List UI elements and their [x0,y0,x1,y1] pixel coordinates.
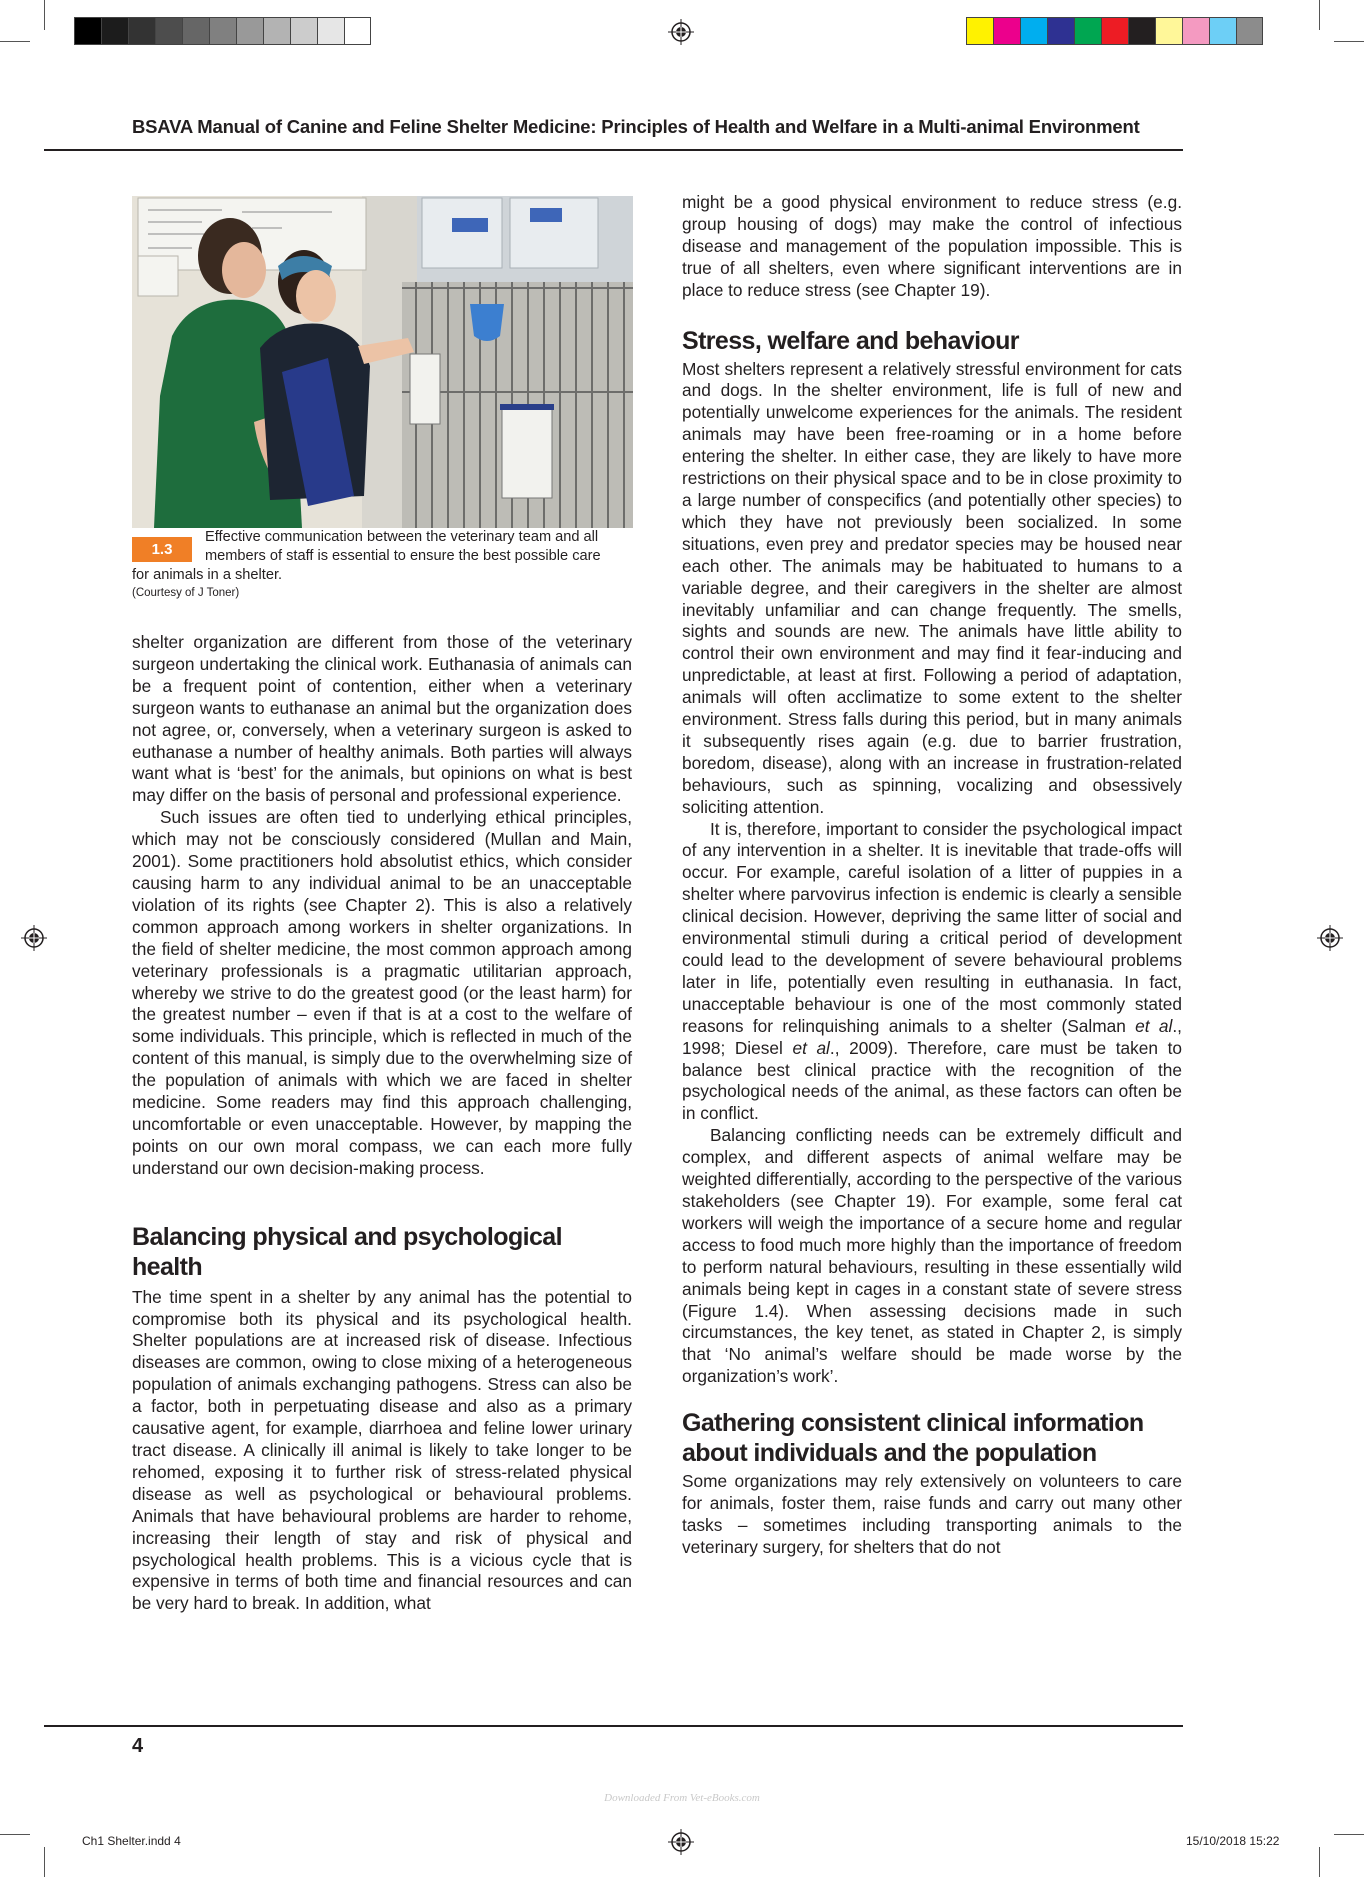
colour-swatch [182,17,209,45]
header-rule [44,149,1183,151]
colour-swatch [966,17,993,45]
date-slug: 15/10/2018 15:22 [1186,1834,1280,1848]
footer-rule [44,1725,1183,1727]
colour-swatch [1182,17,1209,45]
colour-swatch [155,17,182,45]
registration-mark-icon [1317,925,1343,951]
text-run-italic: et al [1135,1015,1173,1036]
body-paragraph: Some organizations may rely extensively on volunteers to care for animals, foster them, raise funds and carry out many other tasks – sometimes including transporting animals to the veterinary surgery, for shelters that do not [682,1471,1182,1557]
body-paragraph: Such issues are often tied to underlying ethical principles, which may not be consciously considered (Mullan and Main, 2001). Some practitioners hold absolutist ethics, which consider causing harm to any individual animal to be an unacceptable violation of its rights (see Chapter 2). This is also a relatively common approach among workers in shelter organizations. In the field of shelter medicine, the most common approach among veterinary professionals is a pragmatic utilitarian approach, whereby we strive to do the greatest good (or the least harm) for the greatest number – even if that is at a cost to the welfare of some individuals. This principle, which is reflected in much of the content of this manual, is simply due to the overwhelming size of the population of animals with which we are faced in shelter medicine. Some readers may find this approach challenging, uncomfortable or even unacceptable. However, by mapping the points on our own moral compass, we can each more fully understand our own decision-making process. [132,807,632,1178]
crop-mark [1319,0,1320,30]
colour-swatch [1101,17,1128,45]
colour-swatch [1209,17,1236,45]
colour-swatch [344,17,371,45]
colour-swatch [1047,17,1074,45]
crop-mark [0,41,30,42]
colour-swatch [74,17,101,45]
grey-calibration-bar [74,17,371,47]
section-heading: Balancing physical and psychological health [132,1222,562,1281]
colour-swatch [1020,17,1047,45]
colour-swatch [263,17,290,45]
watermark: Downloaded From Vet-eBooks.com [604,1792,760,1804]
body-paragraph: The time spent in a shelter by any animal has the potential to compromise both its physical and its psychological health. Shelter populations are at increased risk of disease. Infectious diseases are common, owing to close mixing of a heterogeneous population of animals exchanging pathogens. Stress can also be a factor, both in perpetuating disease and also as a primary causative agent, for example, diarrhoea and feline lower urinary tract disease. A clinically ill animal is likely to take longer to be rehomed, exposing it to further risk of stress-related physical disease as well as psychological or behavioural problems. Animals that have behavioural problems are harder to rehome, increasing their length of stay and risk of physical and psychological health problems. This is a vicious cycle that is expensive in terms of both time and financial resources and can be very hard to break. In addition, what [132,1286,632,1614]
figure-credit: (Courtesy of J Toner) [132,587,240,599]
section-heading [682,1408,1182,1468]
body-paragraph: Most shelters represent a relatively stressful environment for cats and dogs. In the shelter environment, life is full of new and potentially unwelcome experiences for the animals. The resident animals may have been free-roaming or in a home before entering the shelter. In either case, they are likely to have more restrictions on their physical space and to be in close proximity to a large number of conspecifics (and potentially other species) to which they have not previously been socialized. In some situations, even prey and predator species may be housed near each other. The animals may be habituated to humans to a variable degree, and their caregivers in the shelter are almost inevitably unfamiliar and can change frequently. The smells, sights and sounds are new. The animals have little ability to control their own environment and may find it fear-inducing and unpredictable, at least at first. Following a period of adaptation, animals will often acclimatize to some extent to the shelter environment. Stress falls during this period, but in many animals it subsequently rises again (e.g. due to barrier frustration, boredom, disease), along with an increase in frustration-related behaviours, such as spinning, vocalizing and obsessively soliciting attention. [682,358,1182,817]
colour-swatch [236,17,263,45]
figure-number-badge: 1.3 [132,537,192,562]
right-column [682,192,1182,1559]
crop-mark [0,1834,30,1835]
crop-mark [1319,1847,1320,1877]
registration-mark-icon [668,19,694,45]
colour-swatch [317,17,344,45]
colour-swatch [128,17,155,45]
colour-swatch [101,17,128,45]
body-paragraph [682,819,1182,1126]
body-paragraph: might be a good physical environment to reduce stress (e.g. group housing of dogs) may make the control of infectious disease and management of the population impossible. This is true of all shelters, even where significant interventions are in place to reduce stress (see Chapter 19). [682,192,1182,300]
heading-line: about individuals and the population [682,1439,1097,1468]
registration-mark-icon [668,1829,694,1855]
colour-swatch [209,17,236,45]
colour-calibration-bar [966,17,1263,47]
colour-swatch [1128,17,1155,45]
text-run: ., 1998; Diesel [682,1015,1182,1058]
colour-swatch [1155,17,1182,45]
running-head: BSAVA Manual of Canine and Feline Shelter Medicine: Principles of Health and Welfare in a Multi-animal Environment [132,116,1140,137]
page-number: 4 [132,1735,144,1757]
body-paragraph: shelter organization are different from those of the veterinary surgeon undertaking the clinical work. Euthanasia of animals can be a frequent point of contention, either when a veterinary surgeon wants to euthanase an animal but the organization does not agree, or, conversely, when a veterinary surgeon is asked to euthanase a number of healthy animals. Both parties will always want what is ‘best’ for the animals, but opinions on what is best may differ on the basis of personal and professional experience. [132,632,632,806]
colour-swatch [1236,17,1263,45]
colour-swatch [993,17,1020,45]
left-column [132,632,632,1615]
heading-line: Gathering consistent clinical information [682,1409,1144,1438]
text-run-italic: et al [792,1037,830,1058]
figure-photo [132,196,633,528]
caption-line: members of staff is essential to ensure the best possible care [205,548,601,564]
colour-swatch [1074,17,1101,45]
text-run: It is, therefore, important to consider the psychological impact of any intervention in a shelter. It is inevitable that trade-offs will occur. For example, careful isolation of a litter of puppies in a shelter where parvovirus infection is endemic is clearly a sensible clinical decision. However, depriving the same litter of social and environmental stimuli during a critical period of development could lead to the development of severe behavioural problems later in life, potentially even resulting in euthanasia. In fact, unacceptable behaviour is one of the most commonly stated reasons for relinquishing animals to a shelter (Salman [682,818,1182,1036]
crop-mark [44,0,45,30]
caption-line: Effective communication between the veterinary team and all [205,529,599,545]
body-paragraph: Balancing conflicting needs can be extremely difficult and complex, and different aspects of animal welfare may be weighted differentially, according to the perspective of the various stakeholders (see Chapter 19). For example, some feral cat workers will weigh the importance of a secure home and regular access to food much more highly than the importance of freedom to perform natural behaviours, resulting in these essentially wild animals being kept in cages in a constant state of severe stress (Figure 1.4). When assessing decisions made in such circumstances, the key tenet, as stated in Chapter 2, is simply that ‘No animal’s welfare should be made worse by the organization’s work’. [682,1125,1182,1387]
crop-mark [44,1847,45,1877]
figure-caption [132,528,635,585]
registration-mark-icon [21,925,47,951]
crop-mark [1334,41,1364,42]
file-slug: Ch1 Shelter.indd 4 [82,1834,181,1848]
text-run: ., 2009). Therefore, care must be taken to balance best clinical practice with the recognition of the psychological needs of the animal, as these factors can often be in conflict. [682,1037,1182,1124]
colour-swatch [290,17,317,45]
crop-mark [1334,1834,1364,1835]
caption-line: for animals in a shelter. [132,567,283,583]
section-heading: Stress, welfare and behaviour [682,326,1019,355]
